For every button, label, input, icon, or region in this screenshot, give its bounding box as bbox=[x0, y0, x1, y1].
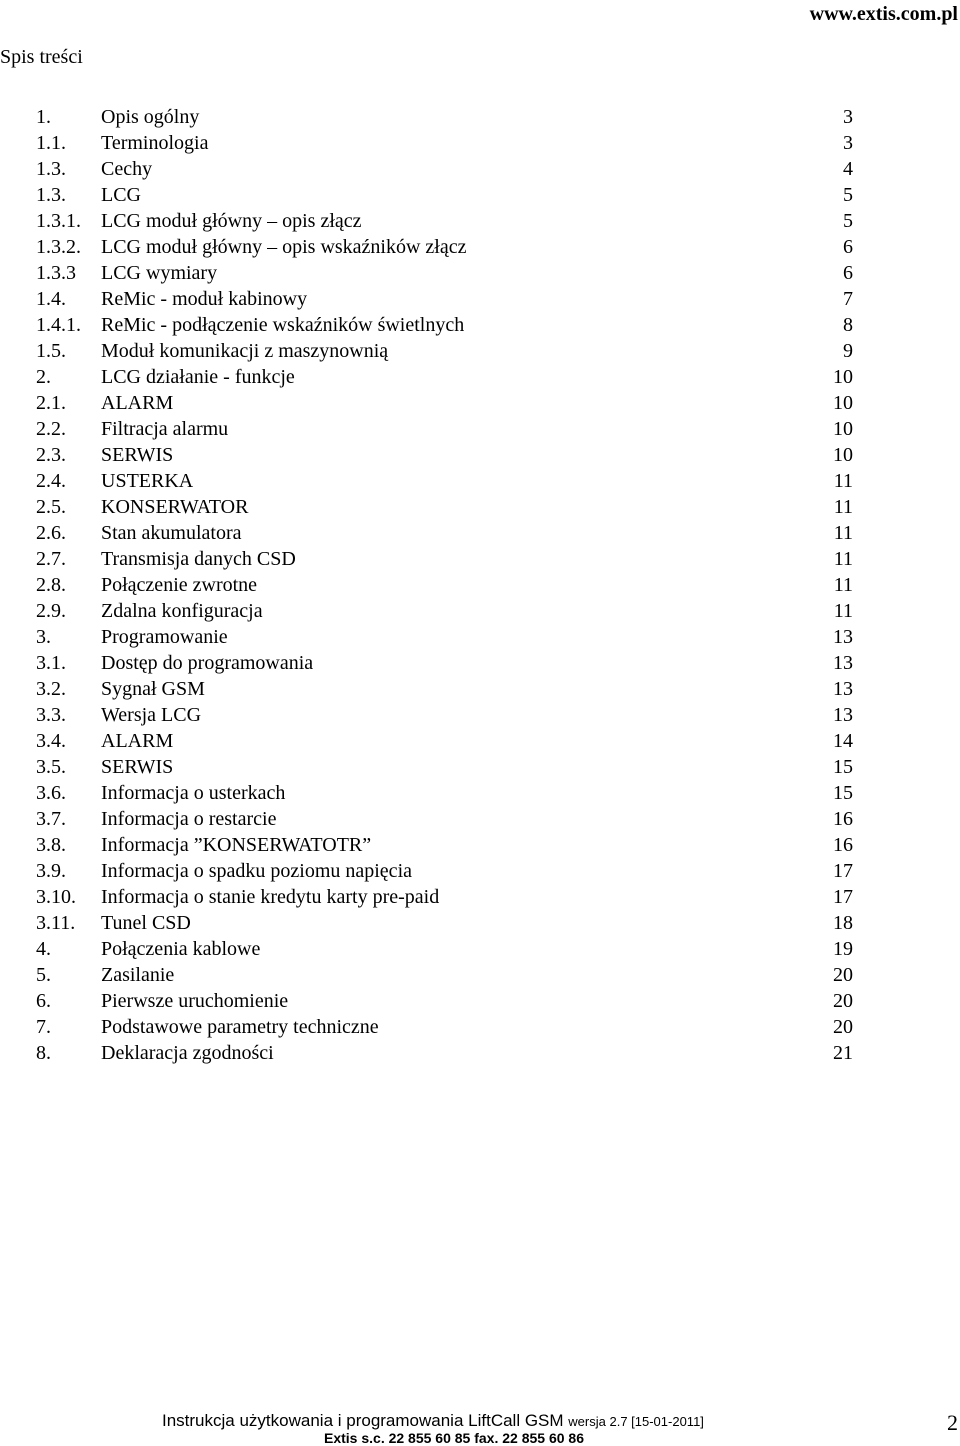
toc-entry[interactable] bbox=[0, 312, 960, 338]
toc-entry[interactable] bbox=[0, 468, 960, 494]
footer-version: wersja 2.7 [15-01-2011] bbox=[568, 1414, 704, 1429]
toc-entry-number: 3. bbox=[36, 626, 51, 648]
toc-entry-title[interactable]: Informacja o stanie kredytu karty pre-paid bbox=[101, 886, 440, 908]
toc-entry-number: 1.3.3 bbox=[36, 262, 76, 284]
site-url: www.extis.com.pl bbox=[809, 3, 958, 25]
toc-entry-page: 3 bbox=[843, 132, 853, 154]
toc-entry-number: 4. bbox=[36, 938, 51, 960]
toc-entry-title[interactable]: Informacja o restarcie bbox=[101, 808, 277, 830]
toc-entry-title[interactable]: Terminologia bbox=[101, 132, 209, 154]
toc-entry-page: 6 bbox=[843, 262, 853, 284]
toc-entry-number: 2.9. bbox=[36, 600, 66, 622]
toc-entry-page: 18 bbox=[833, 912, 853, 934]
toc-entry[interactable] bbox=[0, 754, 960, 780]
toc-entry-title[interactable]: Programowanie bbox=[101, 626, 228, 648]
toc-entry-page: 7 bbox=[843, 288, 853, 310]
toc-entry-number: 7. bbox=[36, 1016, 51, 1038]
toc-entry[interactable] bbox=[0, 130, 960, 156]
toc-entry-title[interactable]: ReMic - moduł kabinowy bbox=[101, 288, 308, 310]
toc-entry-number: 3.7. bbox=[36, 808, 66, 830]
toc-entry-page: 11 bbox=[833, 522, 853, 544]
toc-entry-number: 5. bbox=[36, 964, 51, 986]
toc-entry-title[interactable]: Moduł komunikacji z maszynownią bbox=[101, 340, 389, 362]
toc-entry-number: 6. bbox=[36, 990, 51, 1012]
toc-entry-number: 3.1. bbox=[36, 652, 66, 674]
toc-entry-page: 3 bbox=[843, 106, 853, 128]
toc-entry-title[interactable]: Transmisja danych CSD bbox=[101, 548, 296, 570]
toc-entry[interactable] bbox=[0, 910, 960, 936]
toc-entry[interactable] bbox=[0, 546, 960, 572]
toc-entry-number: 3.4. bbox=[36, 730, 66, 752]
toc-entry-title[interactable]: Informacja o usterkach bbox=[101, 782, 286, 804]
toc-entry-title[interactable]: LCG działanie - funkcje bbox=[101, 366, 295, 388]
toc-entry[interactable] bbox=[0, 858, 960, 884]
toc-entry-number: 1. bbox=[36, 106, 51, 128]
toc-entry-title[interactable]: Zasilanie bbox=[101, 964, 175, 986]
toc-entry-number: 3.8. bbox=[36, 834, 66, 856]
toc-entry[interactable] bbox=[0, 208, 960, 234]
toc-entry-title[interactable]: SERWIS bbox=[101, 444, 174, 466]
toc-entry-page: 11 bbox=[833, 548, 853, 570]
toc-entry[interactable] bbox=[0, 494, 960, 520]
toc-entry-title[interactable]: KONSERWATOR bbox=[101, 496, 249, 518]
toc-entry-title[interactable]: SERWIS bbox=[101, 756, 174, 778]
toc-entry-page: 19 bbox=[833, 938, 853, 960]
toc-entry-page: 20 bbox=[833, 1016, 853, 1038]
toc-entry-number: 3.9. bbox=[36, 860, 66, 882]
toc-entry-number: 1.3.2. bbox=[36, 236, 81, 258]
toc-entry[interactable] bbox=[0, 364, 960, 390]
toc-entry[interactable] bbox=[0, 442, 960, 468]
toc-entry-page: 13 bbox=[833, 678, 853, 700]
toc-entry[interactable] bbox=[0, 182, 960, 208]
toc-entry-number: 2.6. bbox=[36, 522, 66, 544]
toc-entry-title[interactable]: Pierwsze uruchomienie bbox=[101, 990, 289, 1012]
toc-entry[interactable] bbox=[0, 338, 960, 364]
toc-entry-page: 20 bbox=[833, 990, 853, 1012]
footer-contact: Extis s.c. 22 855 60 85 fax. 22 855 60 86 bbox=[324, 1430, 584, 1446]
toc-entry[interactable] bbox=[0, 702, 960, 728]
table-of-contents bbox=[0, 104, 960, 1066]
toc-entry-title[interactable]: Deklaracja zgodności bbox=[101, 1042, 274, 1064]
toc-entry-page: 17 bbox=[833, 860, 853, 882]
toc-entry-title[interactable]: LCG moduł główny – opis złącz bbox=[101, 210, 362, 232]
toc-entry-page: 20 bbox=[833, 964, 853, 986]
toc-entry[interactable] bbox=[0, 650, 960, 676]
toc-entry[interactable] bbox=[0, 884, 960, 910]
toc-entry-title[interactable]: ALARM bbox=[101, 730, 174, 752]
toc-heading: Spis treści bbox=[0, 46, 83, 68]
toc-entry-page: 15 bbox=[833, 782, 853, 804]
toc-entry-page: 4 bbox=[843, 158, 853, 180]
toc-entry-number: 1.4. bbox=[36, 288, 66, 310]
toc-entry[interactable] bbox=[0, 572, 960, 598]
toc-entry[interactable] bbox=[0, 832, 960, 858]
toc-entry[interactable] bbox=[0, 728, 960, 754]
toc-entry[interactable] bbox=[0, 1014, 960, 1040]
footer-document-title: Instrukcja użytkowania i programowania LiftCall GSM bbox=[162, 1411, 564, 1430]
toc-entry[interactable] bbox=[0, 936, 960, 962]
toc-entry-page: 8 bbox=[843, 314, 853, 336]
toc-entry-title[interactable]: Tunel CSD bbox=[101, 912, 191, 934]
toc-entry-page: 13 bbox=[833, 626, 853, 648]
toc-entry-page: 10 bbox=[833, 366, 853, 388]
toc-entry-page: 15 bbox=[833, 756, 853, 778]
toc-entry[interactable] bbox=[0, 234, 960, 260]
toc-entry-number: 1.1. bbox=[36, 132, 66, 154]
toc-entry-page: 13 bbox=[833, 704, 853, 726]
toc-entry-page: 10 bbox=[833, 444, 853, 466]
toc-entry-number: 1.3. bbox=[36, 158, 66, 180]
toc-entry-page: 11 bbox=[833, 496, 853, 518]
toc-entry[interactable] bbox=[0, 390, 960, 416]
toc-entry-page: 11 bbox=[833, 470, 853, 492]
toc-entry-page: 5 bbox=[843, 210, 853, 232]
toc-entry-page: 14 bbox=[833, 730, 853, 752]
toc-entry-page: 9 bbox=[843, 340, 853, 362]
toc-entry-title[interactable]: Cechy bbox=[101, 158, 153, 180]
toc-entry-title[interactable]: Wersja LCG bbox=[101, 704, 202, 726]
toc-entry[interactable] bbox=[0, 780, 960, 806]
toc-entry[interactable] bbox=[0, 598, 960, 624]
toc-entry-title[interactable]: Filtracja alarmu bbox=[101, 418, 229, 440]
toc-entry-number: 3.2. bbox=[36, 678, 66, 700]
toc-entry-title[interactable]: LCG moduł główny – opis wskaźników złącz bbox=[101, 236, 467, 258]
toc-entry-title[interactable]: Opis ogólny bbox=[101, 106, 200, 128]
toc-entry-page: 10 bbox=[833, 392, 853, 414]
toc-entry-page: 11 bbox=[833, 574, 853, 596]
toc-entry[interactable] bbox=[0, 806, 960, 832]
toc-entry[interactable] bbox=[0, 624, 960, 650]
toc-entry[interactable] bbox=[0, 286, 960, 312]
toc-entry[interactable] bbox=[0, 676, 960, 702]
toc-entry-title[interactable]: Podstawowe parametry techniczne bbox=[101, 1016, 379, 1038]
toc-entry-page: 10 bbox=[833, 418, 853, 440]
toc-entry-number: 2.4. bbox=[36, 470, 66, 492]
toc-entry-number: 2.2. bbox=[36, 418, 66, 440]
toc-entry-title[interactable]: Zdalna konfiguracja bbox=[101, 600, 263, 622]
toc-entry-number: 2. bbox=[36, 366, 51, 388]
toc-entry-page: 13 bbox=[833, 652, 853, 674]
toc-entry-title[interactable]: Połączenia kablowe bbox=[101, 938, 261, 960]
toc-entry[interactable] bbox=[0, 1040, 960, 1066]
toc-entry[interactable] bbox=[0, 260, 960, 286]
toc-entry[interactable] bbox=[0, 962, 960, 988]
toc-entry[interactable] bbox=[0, 416, 960, 442]
toc-entry[interactable] bbox=[0, 988, 960, 1014]
toc-entry[interactable] bbox=[0, 520, 960, 546]
toc-entry-number: 3.6. bbox=[36, 782, 66, 804]
toc-entry-number: 2.5. bbox=[36, 496, 66, 518]
toc-entry-title[interactable]: Sygnał GSM bbox=[101, 678, 205, 700]
toc-entry-number: 1.3. bbox=[36, 184, 66, 206]
toc-entry[interactable] bbox=[0, 104, 960, 130]
page-number: 2 bbox=[947, 1410, 958, 1435]
toc-entry-number: 3.5. bbox=[36, 756, 66, 778]
toc-entry-page: 6 bbox=[843, 236, 853, 258]
toc-entry-number: 8. bbox=[36, 1042, 51, 1064]
toc-entry-title[interactable]: ReMic - podłączenie wskaźników świetlnych bbox=[101, 314, 465, 336]
toc-entry-page: 5 bbox=[843, 184, 853, 206]
toc-entry-title[interactable]: Informacja o spadku poziomu napięcia bbox=[101, 860, 412, 882]
toc-entry-title[interactable]: LCG bbox=[101, 184, 141, 206]
toc-entry-number: 3.11. bbox=[36, 912, 76, 934]
toc-entry-page: 11 bbox=[833, 600, 853, 622]
toc-entry-number: 2.8. bbox=[36, 574, 66, 596]
toc-entry-title[interactable]: Informacja ”KONSERWATOTR” bbox=[101, 834, 372, 856]
page-footer bbox=[0, 1406, 960, 1444]
toc-entry-title[interactable]: USTERKA bbox=[101, 470, 194, 492]
toc-entry-number: 2.7. bbox=[36, 548, 66, 570]
toc-entry-title[interactable]: Połączenie zwrotne bbox=[101, 574, 258, 596]
toc-entry-number: 1.4.1. bbox=[36, 314, 81, 336]
toc-entry-title[interactable]: LCG wymiary bbox=[101, 262, 218, 284]
toc-entry-number: 2.1. bbox=[36, 392, 66, 414]
toc-entry-title[interactable]: Stan akumulatora bbox=[101, 522, 242, 544]
toc-entry-page: 16 bbox=[833, 834, 853, 856]
toc-entry-page: 17 bbox=[833, 886, 853, 908]
toc-entry-page: 21 bbox=[833, 1042, 853, 1064]
toc-entry[interactable] bbox=[0, 156, 960, 182]
toc-entry-number: 1.5. bbox=[36, 340, 66, 362]
toc-entry-title[interactable]: ALARM bbox=[101, 392, 174, 414]
toc-entry-page: 16 bbox=[833, 808, 853, 830]
toc-entry-title[interactable]: Dostęp do programowania bbox=[101, 652, 314, 674]
toc-entry-number: 1.3.1. bbox=[36, 210, 81, 232]
toc-entry-number: 3.10. bbox=[36, 886, 76, 908]
toc-entry-number: 3.3. bbox=[36, 704, 66, 726]
toc-entry-number: 2.3. bbox=[36, 444, 66, 466]
